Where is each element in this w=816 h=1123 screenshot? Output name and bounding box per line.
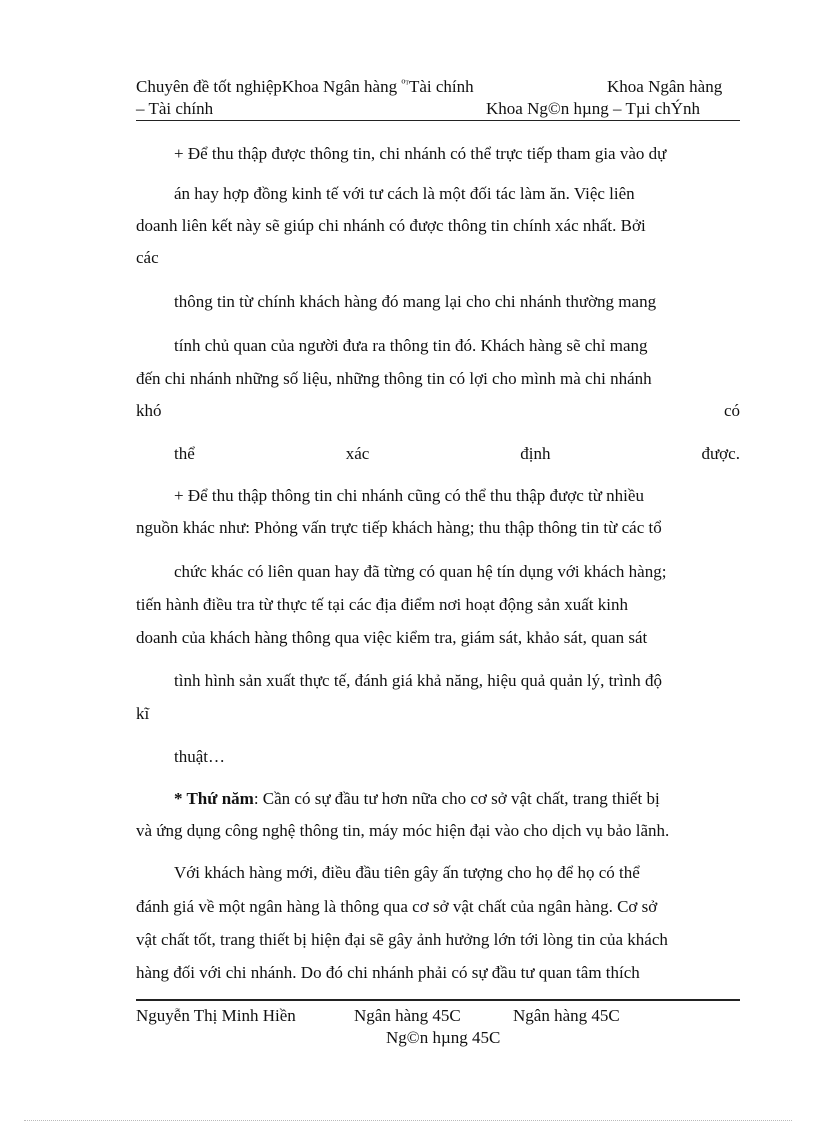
footer-rule [136, 999, 740, 1001]
para-line: hàng đối với chi nhánh. Do đó chi nhánh phải có sự đầu tư quan tâm thích [136, 963, 640, 982]
header-rule [136, 120, 740, 121]
footer-class: Ngân hàng 45C [513, 1006, 620, 1025]
para-line: chức khác có liên quan hay đã từng có quan hệ tín dụng với khách hàng; [174, 562, 667, 581]
page-edge-dots [24, 1120, 792, 1122]
footer-author: Nguyễn Thị Minh Hiền [136, 1006, 296, 1025]
word: có [723, 401, 740, 420]
para-line: tính chủ quan của người đưa ra thông tin đó. Khách hàng sẽ chỉ mang [174, 336, 648, 355]
para-line: nguồn khác như: Phỏng vấn trực tiếp khách hàng; thu thập thông tin từ các tổ [136, 518, 662, 537]
para-line-justified [174, 443, 740, 465]
header-title-part: Chuyên đề tốt nghiệpKhoa Ngân hàng [136, 77, 402, 96]
word: thể [174, 444, 195, 463]
para-line: các [136, 248, 159, 267]
para-line: kĩ [136, 704, 150, 723]
section-text: : Cần có sự đầu tư hơn nữa cho cơ sở vật chất, trang thiết bị [253, 789, 660, 808]
para-line: + Để thu thập được thông tin, chi nhánh có thể trực tiếp tham gia vào dự [174, 144, 667, 163]
footer-class: Ng©n hµng 45C [386, 1028, 501, 1047]
section-label: * Thứ năm [174, 789, 254, 808]
para-line: Với khách hàng mới, điều đầu tiên gây ấn tượng cho họ để họ có thể [174, 863, 640, 882]
para-line: thuật… [174, 747, 225, 766]
para-line: vật chất tốt, trang thiết bị hiện đại sẽ gây ảnh hưởng lớn tới lòng tin của khách [136, 930, 668, 949]
header-right-title: Khoa Ngân hàng [607, 77, 723, 96]
para-line: đến chi nhánh những số liệu, những thông tin có lợi cho mình mà chi nhánh [136, 369, 652, 388]
word: xác [345, 444, 370, 463]
header-subtitle-right: Khoa Ng©n hµng – Tµi chÝnh [486, 99, 700, 118]
word: được. [701, 444, 740, 463]
para-line-heading [174, 788, 660, 810]
para-line: tiến hành điều tra từ thực tế tại các địa điểm nơi hoạt động sản xuất kinh [136, 595, 628, 614]
header-left-title [136, 77, 474, 97]
para-line: doanh liên kết này sẽ giúp chi nhánh có được thông tin chính xác nhất. Bởi [136, 216, 646, 235]
para-line: và ứng dụng công nghệ thông tin, máy móc hiện đại vào cho dịch vụ bảo lãnh. [136, 821, 670, 840]
para-line: tình hình sản xuất thực tế, đánh giá khả năng, hiệu quả quản lý, trình độ [174, 671, 662, 690]
para-line: thông tin từ chính khách hàng đó mang lại cho chi nhánh thường mang [174, 292, 657, 311]
header-subtitle-left: – Tài chính [136, 99, 214, 118]
para-line: + Để thu thập thông tin chi nhánh cũng có thể thu thập được từ nhiều [174, 486, 644, 505]
para-line-justified [136, 400, 740, 422]
para-line: án hay hợp đồng kinh tế với tư cách là một đối tác làm ăn. Việc liên [174, 184, 635, 203]
word: định [520, 444, 551, 463]
para-line: doanh của khách hàng thông qua việc kiểm tra, giám sát, khảo sát, quan sát [136, 628, 648, 647]
word: khó [136, 401, 162, 420]
footer-class: Ngân hàng 45C [354, 1006, 461, 1025]
header-title-part: Tài chính [408, 77, 474, 96]
header-glyph: ⁰ᵀ [401, 79, 409, 90]
para-line: đánh giá về một ngân hàng là thông qua cơ sở vật chất của ngân hàng. Cơ sở [136, 897, 658, 916]
